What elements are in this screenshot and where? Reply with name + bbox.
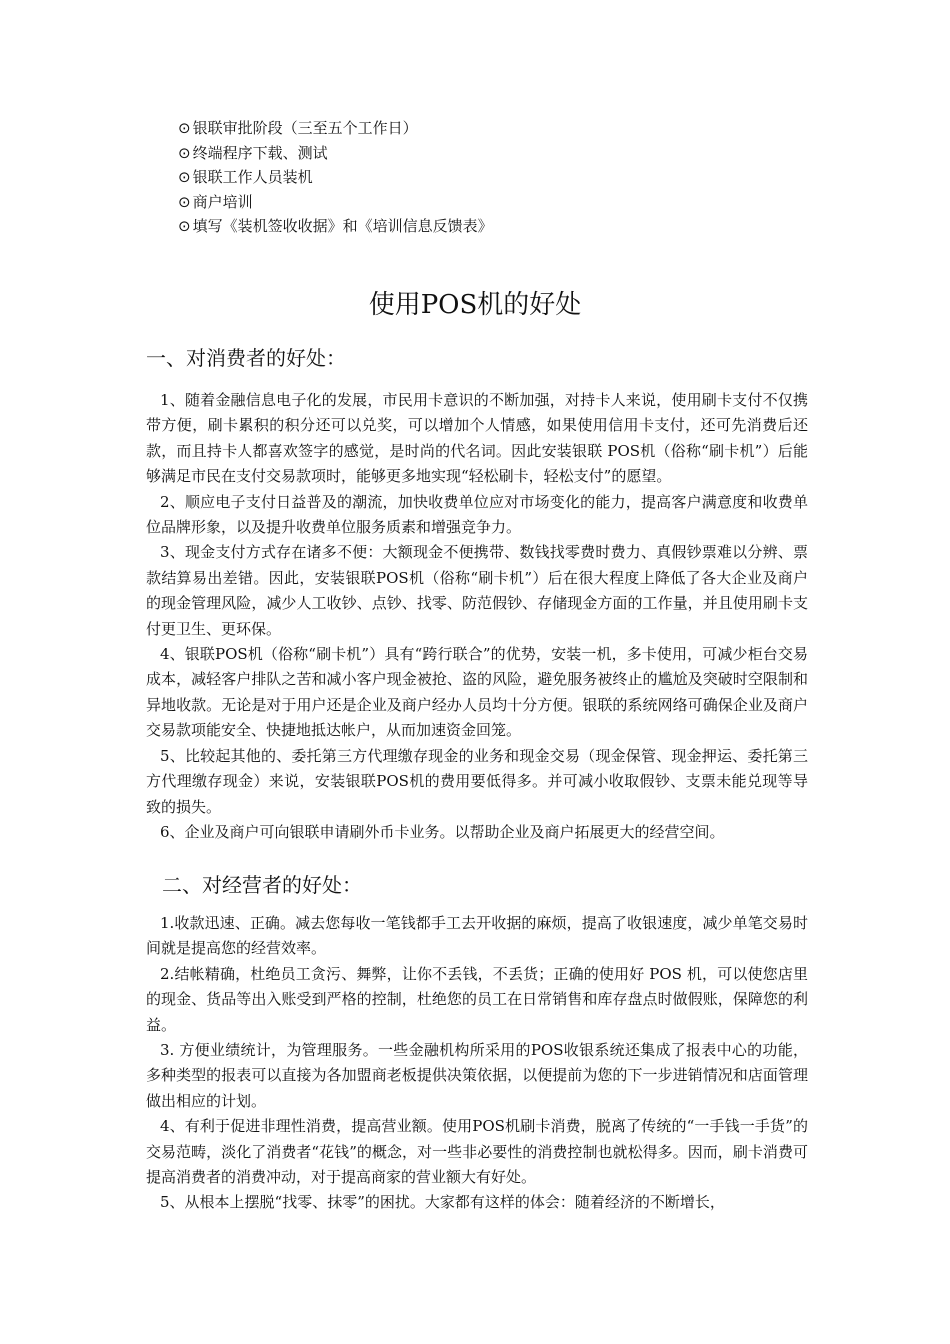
document-title: 使用POS机的好处 [368,290,582,320]
merchant-benefits-section [146,911,808,1216]
paragraph: 5、比较起其他的、委托第三方代理缴存现金的业务和现金交易（现金保管、现金押运、委托第三方代理缴存现金）来说，安装银联POS机的费用要低得多。并可减小收取假钞、支票未能兑现等导致的损失。 [146,746,808,816]
step-item [178,116,818,141]
circle-dot-bullet-icon: ⊙ [178,168,191,186]
installation-steps-list [178,116,818,239]
paragraph: 6、企业及商户可向银联申请刷外币卡业务。以帮助企业及商户拓展更大的经营空间。 [160,822,725,841]
paragraph: 3. 方便业绩统计，为管理服务。一些金融机构所采用的POS收银系统还集成了报表中心的功能，多种类型的报表可以直接为各加盟商老板提供决策依据，以便提前为您的下一步进销情况和店面管理做出相应的计划。 [146,1041,808,1110]
paragraph: 4、有利于促进非理性消费，提高营业额。使用POS机刷卡消费，脱离了传统的“一手钱一手货”的交易范畴，淡化了消费者“花钱”的概念，对一些非必要性的消费控制也就松得多。因而，刷卡消费可提高消费者的消费冲动，对于提高商家的营业额大有好处。 [146,1117,808,1187]
step-text: 终端程序下载、测试 [192,143,328,162]
paragraph: 4、银联POS机（俗称“刷卡机”）具有“跨行联合”的优势，安装一机，多卡使用，可减少柜台交易成本，减轻客户排队之苦和减小客户现金被抢、盗的风险，避免服务被终止的尴尬及突破时空限制和异地收款。无论是对于用户还是企业及商户经办人员均十分方便。银联的系统网络可确保企业及商户交易款项能安全、快捷地抵达帐户，从而加速资金回笼。 [146,645,808,740]
step-text: 银联审批阶段（三至五个工作日） [192,119,418,137]
step-item [178,214,818,239]
step-text: 银联工作人员装机 [192,168,313,186]
merchant-benefits-heading: 二、对经营者的好处： [162,873,362,897]
paragraph: 5、从根本上摆脱“找零、抹零”的困扰。大家都有这样的体会：随着经济的不断增长， [160,1193,725,1212]
circle-dot-bullet-icon: ⊙ [178,143,191,162]
circle-dot-bullet-icon: ⊙ [178,217,191,235]
paragraph: 2、顺应电子支付日益普及的潮流，加快收费单位应对市场变化的能力，提高客户满意度和收费单位品牌形象，以及提升收费单位服务质素和增强竞争力。 [146,492,808,537]
consumer-benefits-heading: 一、对消费者的好处： [146,346,346,370]
paragraph: 1、随着金融信息电子化的发展，市民用卡意识的不断加强，对持卡人来说，使用刷卡支付不仅携带方便，刷卡累积的积分还可以兑奖，可以增加个人情感，如果使用信用卡支付，还可先消费后还款，而且持卡人都喜欢签字的感觉，是时尚的代名词。因此安装银联 POS机（俗称“刷卡机”）后能够满足市民在支付交易款项时，能够更多地实现“轻松刷卡，轻松支付”的愿望。 [146,391,808,486]
step-item [178,190,818,215]
step-item [178,141,818,166]
consumer-benefits-section [146,388,808,845]
paragraph: 2.结帐精确，杜绝员工贪污、舞弊，让你不丢钱，不丢货；正确的使用好 POS 机，可以使您店里的现金、货品等出入账受到严格的控制，杜绝您的员工在日常销售和库存盘点时做假账，保障您的利益。 [146,964,808,1034]
circle-dot-bullet-icon: ⊙ [178,119,191,137]
paragraph: 3、现金支付方式存在诸多不便：大额现金不便携带、数钱找零费时费力、真假钞票难以分辨、票款结算易出差错。因此，安装银联POS机（俗称“刷卡机”）后在很大程度上降低了各大企业及商户的现金管理风险，减少人工收钞、点钞、找零、防范假钞、存储现金方面的工作量，并且使用刷卡支付更卫生、更环保。 [146,543,808,638]
circle-dot-bullet-icon: ⊙ [178,192,191,211]
step-text: 填写《装机签收收据》和《培训信息反馈表》 [192,217,493,235]
paragraph: 1.收款迅速、正确。减去您每收一笔钱都手工去开收据的麻烦，提高了收银速度，减少单笔交易时间就是提高您的经营效率。 [146,914,808,958]
step-item [178,165,818,190]
step-text: 商户培训 [192,192,253,211]
